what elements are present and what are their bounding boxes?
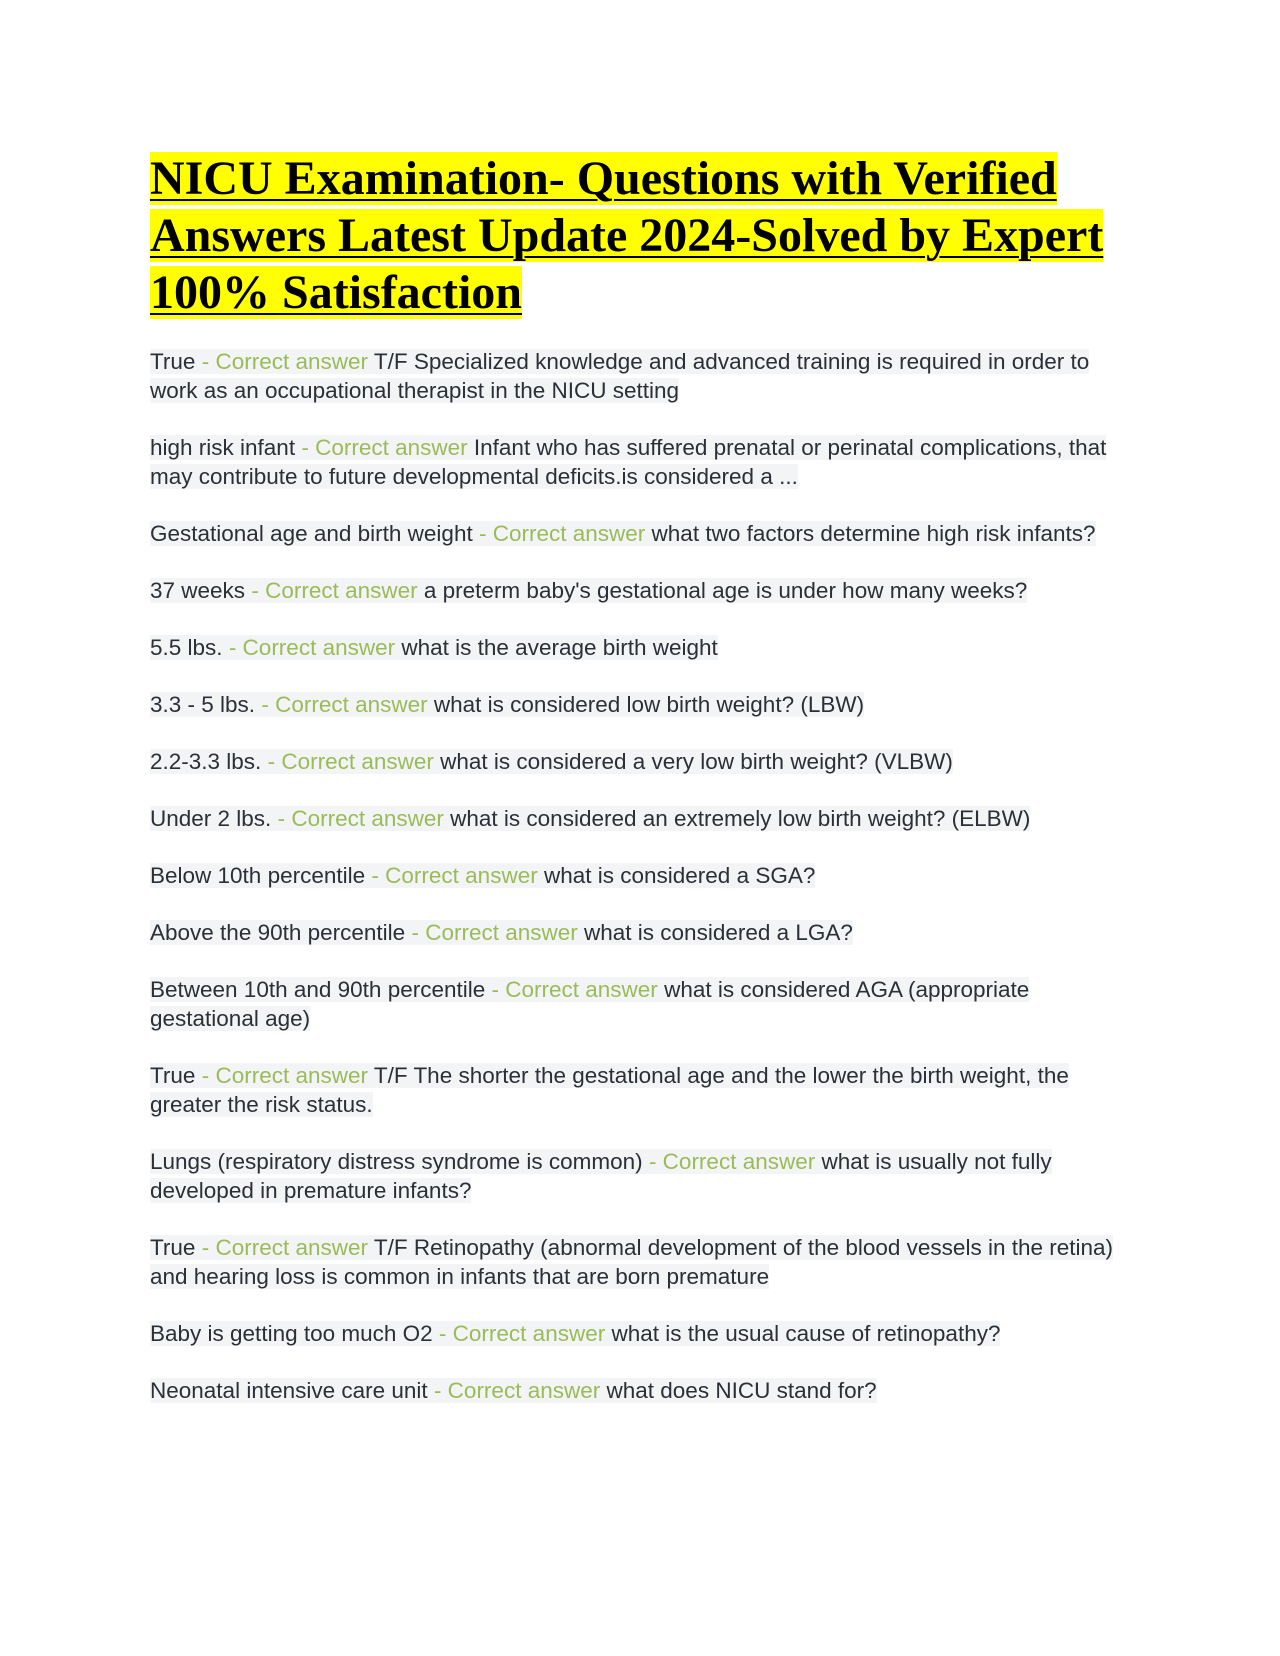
correct-answer-separator: - Correct answer [411,920,578,945]
qa-item [150,1233,1135,1291]
qa-question: what is considered a LGA? [584,920,853,945]
qa-question: what is considered an extremely low birth weight? (ELBW) [450,806,1031,831]
qa-list [150,347,1135,1405]
correct-answer-separator: - Correct answer [267,749,434,774]
correct-answer-separator: - Correct answer [201,349,368,374]
qa-answer: Below 10th percentile [150,863,366,888]
qa-answer: True [150,1235,196,1260]
correct-answer-separator: - Correct answer [261,692,428,717]
qa-answer: True [150,349,196,374]
qa-answer: Gestational age and birth weight [150,521,473,546]
qa-question: what is considered a very low birth weight? (VLBW) [440,749,953,774]
qa-item [150,576,1135,605]
qa-question: what does NICU stand for? [606,1378,877,1403]
qa-question: what is the usual cause of retinopathy? [611,1321,1001,1346]
qa-item [150,633,1135,662]
correct-answer-separator: - Correct answer [438,1321,606,1346]
correct-answer-separator: - Correct answer [478,521,646,546]
correct-answer-separator: - Correct answer [277,806,444,831]
qa-answer: Neonatal intensive care unit [150,1378,428,1403]
qa-answer: Lungs (respiratory distress syndrome is common) [150,1149,643,1174]
correct-answer-separator: - Correct answer [301,435,468,460]
qa-item [150,918,1135,947]
qa-question: what is considered low birth weight? (LBW) [433,692,865,717]
correct-answer-separator: - Correct answer [251,578,418,603]
document-page [150,150,1135,1433]
qa-answer: 37 weeks [150,578,246,603]
qa-item [150,747,1135,776]
correct-answer-separator: - Correct answer [228,635,396,660]
qa-item [150,433,1135,491]
qa-answer: Baby is getting too much O2 [150,1321,433,1346]
correct-answer-separator: - Correct answer [648,1149,816,1174]
qa-question: a preterm baby's gestational age is under how many weeks? [423,578,1028,603]
qa-answer: 5.5 lbs. [150,635,223,660]
qa-answer: high risk infant [150,435,296,460]
qa-question: what is considered a SGA? [543,863,816,888]
qa-item [150,975,1135,1033]
qa-answer: True [150,1063,196,1088]
qa-question: T/F Retinopathy (abnormal development of the blood vessels in the retina) and hearing loss is common in infants that are born premature [150,1235,1114,1289]
qa-question: what is considered AGA (appropriate gestational age) [150,977,1030,1031]
qa-answer: Under 2 lbs. [150,806,272,831]
correct-answer-separator: - Correct answer [371,863,538,888]
qa-answer: Above the 90th percentile [150,920,406,945]
document-title-text: NICU Examination- Questions with Verified Answers Latest Update 2024-Solved by Expert 100% Satisfaction [150,152,1104,319]
correct-answer-separator: - Correct answer [491,977,658,1002]
qa-answer: 2.2-3.3 lbs. [150,749,262,774]
qa-item [150,1376,1135,1405]
qa-question: what two factors determine high risk infants? [651,521,1096,546]
qa-answer: 3.3 - 5 lbs. [150,692,256,717]
qa-item [150,861,1135,890]
qa-question: Infant who has suffered prenatal or perinatal complications, that may contribute to future developmental deficits.is considered a ... [150,435,1107,489]
qa-item [150,347,1135,405]
correct-answer-separator: - Correct answer [433,1378,601,1403]
qa-item [150,1147,1135,1205]
qa-question: what is usually not fully developed in premature infants? [150,1149,1052,1203]
correct-answer-separator: - Correct answer [201,1063,368,1088]
qa-item [150,804,1135,833]
correct-answer-separator: - Correct answer [201,1235,368,1260]
qa-item [150,1061,1135,1119]
qa-answer: Between 10th and 90th percentile [150,977,486,1002]
qa-question: T/F Specialized knowledge and advanced training is required in order to work as an occupational therapist in the NICU setting [150,349,1090,403]
qa-question: what is the average birth weight [401,635,718,660]
document-title [150,150,1135,321]
qa-item [150,1319,1135,1348]
qa-question: T/F The shorter the gestational age and the lower the birth weight, the greater the risk status. [150,1063,1069,1117]
qa-item [150,519,1135,548]
qa-item [150,690,1135,719]
